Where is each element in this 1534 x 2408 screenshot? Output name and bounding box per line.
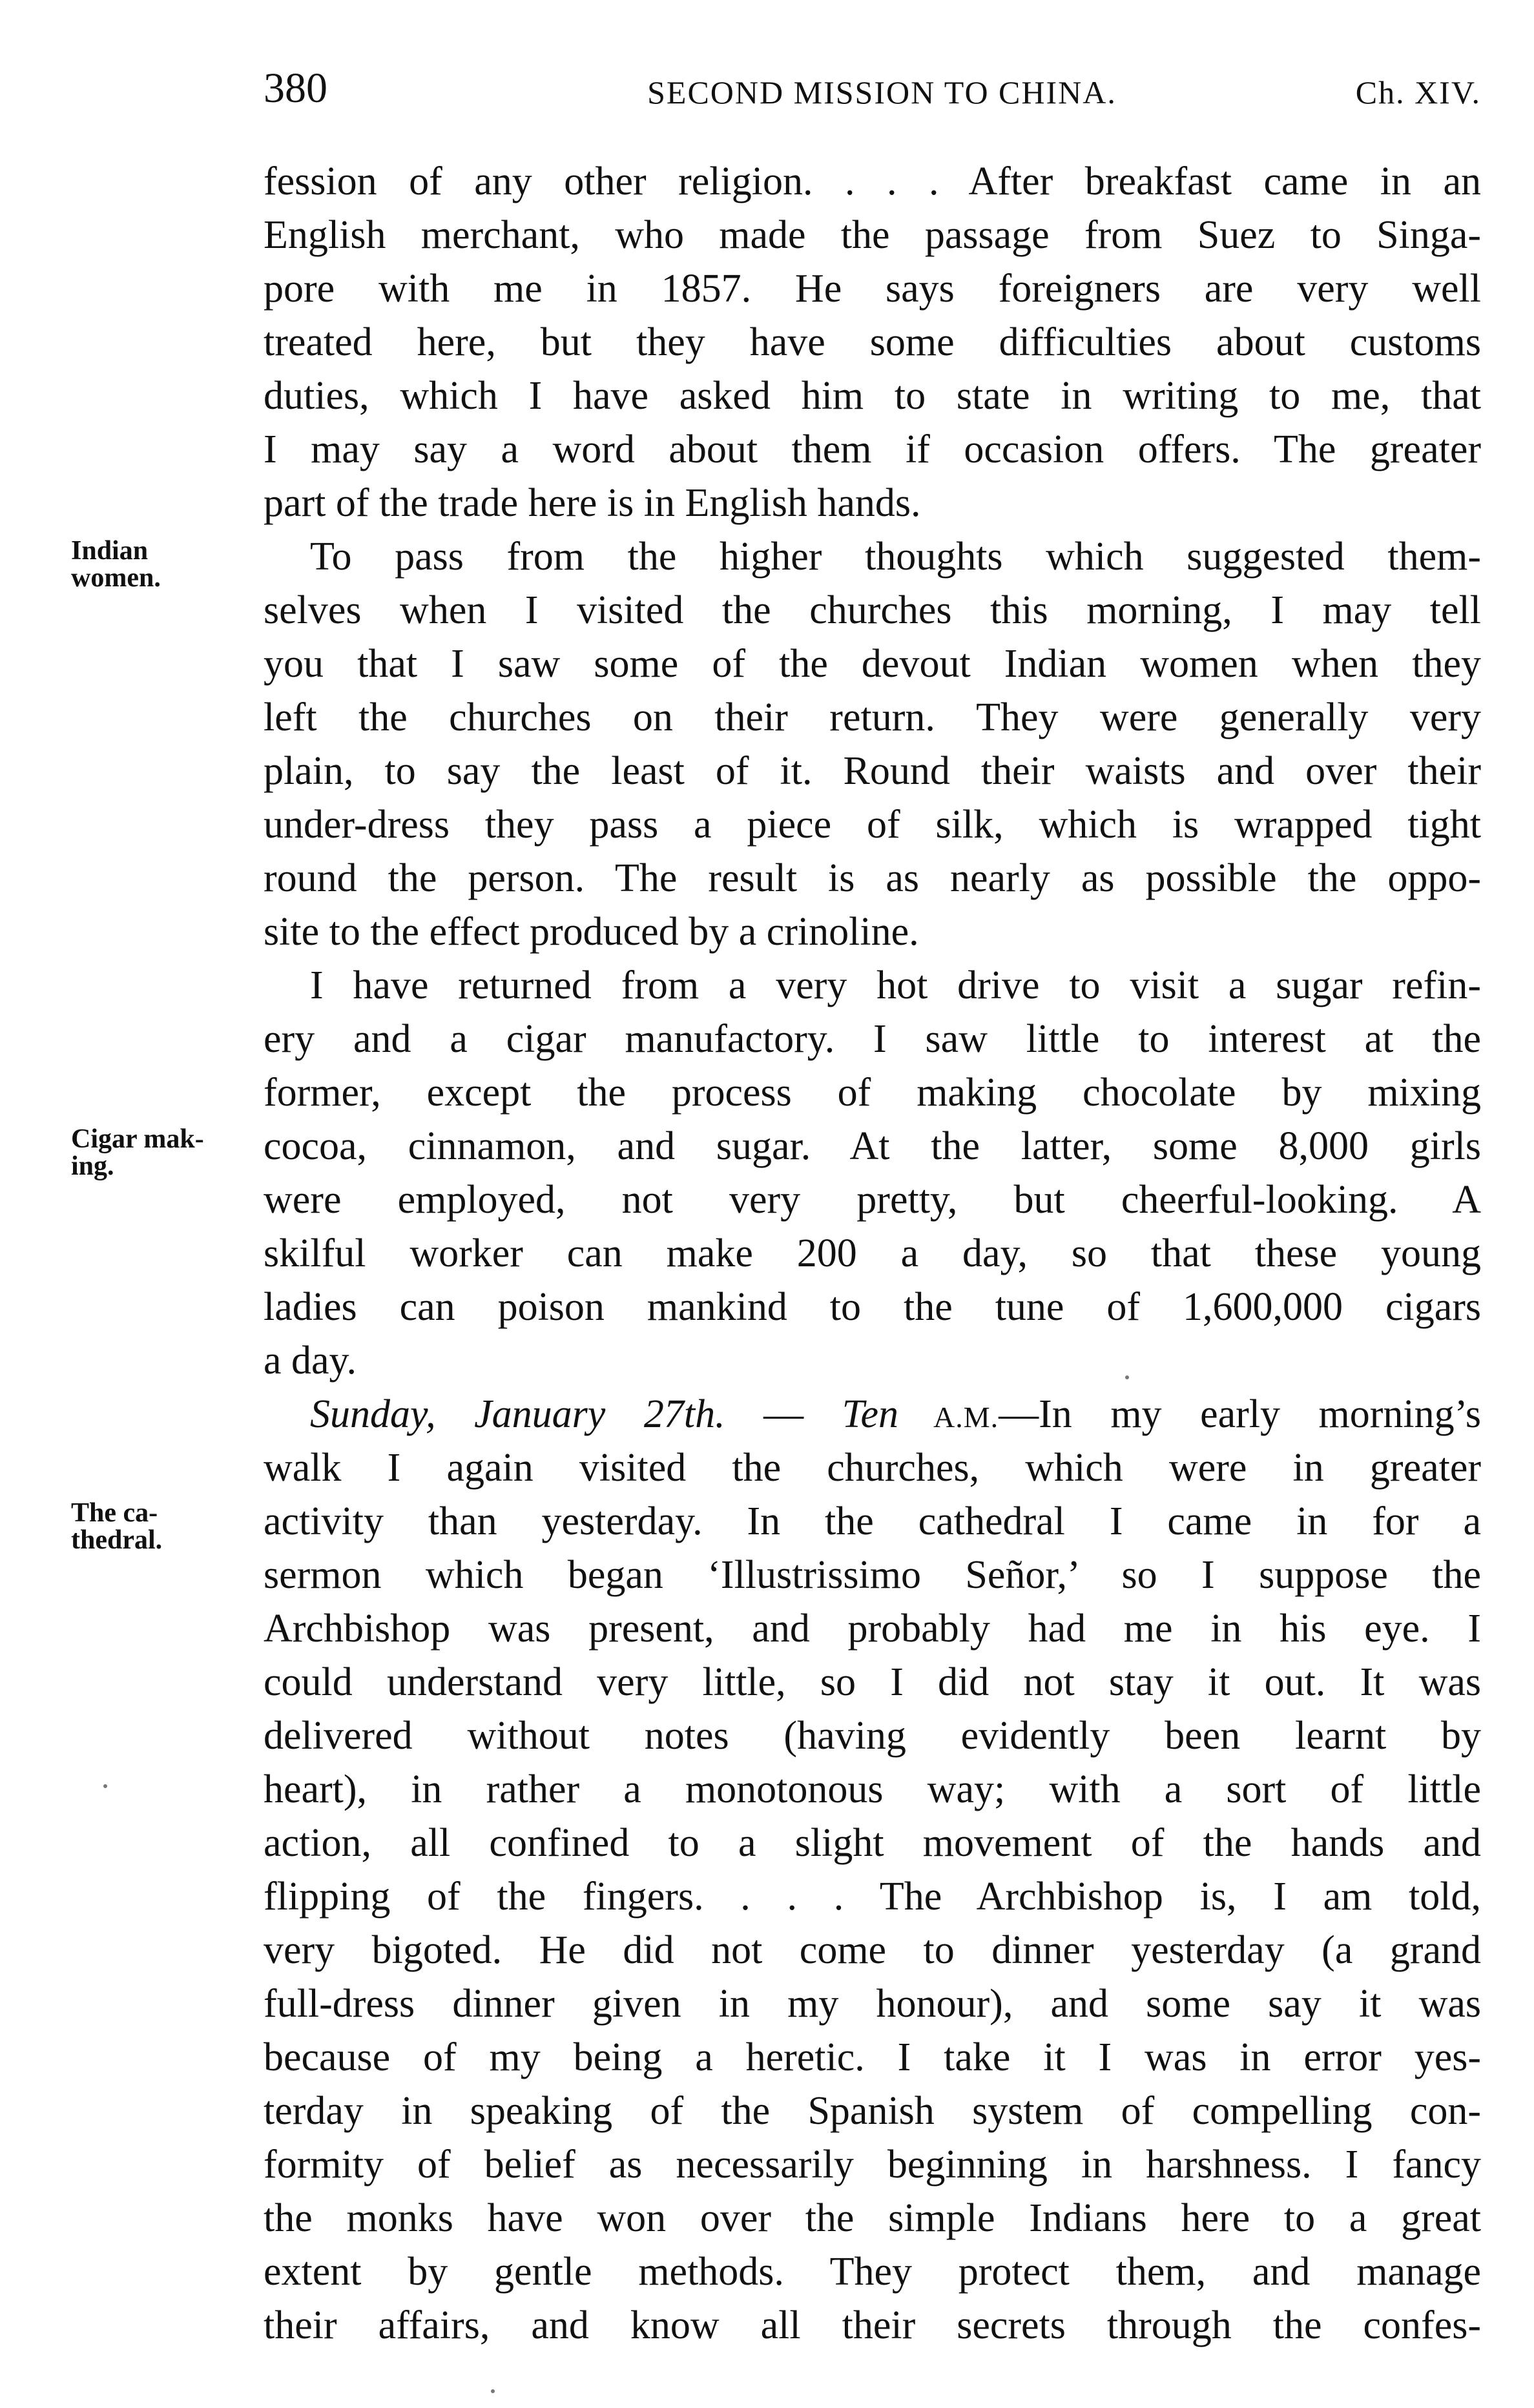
text-line: round the person. The result is as nearly as possible the oppo-: [264, 856, 1481, 900]
sidenote-indian-women: [71, 537, 239, 592]
text-line: To pass from the higher thoughts which suggested them-: [310, 535, 1481, 579]
text-line: full-dress dinner given in my honour), and some say it was: [264, 1982, 1481, 2026]
sidenote-line: Cigar mak-: [71, 1124, 204, 1154]
entry-meridiem: A.M.: [898, 1401, 999, 1434]
text-line: the monks have won over the simple Indians here to a great: [264, 2196, 1481, 2240]
text-line: duties, which I have asked him to state in writing to me, that: [264, 374, 1481, 418]
body-text: [264, 155, 1481, 2352]
text-line: ladies can poison mankind to the tune of 1,600,000 cigars: [264, 1285, 1481, 1329]
text-line: because of my being a heretic. I take it I was in error yes-: [264, 2035, 1481, 2079]
text-line: you that I saw some of the devout Indian women when they: [264, 642, 1481, 686]
text-line: walk I again visited the churches, which were in greater: [264, 1446, 1481, 1490]
text-line: heart), in rather a monotonous way; with a sort of little: [264, 1767, 1481, 1811]
entry-time: Ten: [842, 1392, 898, 1436]
text-line: Archbishop was present, and probably had me in his eye. I: [264, 1607, 1481, 1651]
text-line: terday in speaking of the Spanish system of compelling con-: [264, 2089, 1481, 2133]
text-line: a day.: [264, 1339, 357, 1383]
text-line: extent by gentle methods. They protect them, and manage: [264, 2250, 1481, 2294]
text-line: cocoa, cinnamon, and sugar. At the latter, some 8,000 girls: [264, 1124, 1481, 1168]
text-line: I may say a word about them if occasion offers. The greater: [264, 427, 1481, 471]
text-line: action, all confined to a slight movement of the hands and: [264, 1821, 1481, 1865]
chapter-reference: Ch. XIV.: [1355, 74, 1481, 110]
ink-speck: [491, 2389, 495, 2393]
text-line: very bigoted. He did not come to dinner yesterday (a grand: [264, 1928, 1481, 1972]
sidenote-line: ing.: [71, 1151, 114, 1181]
text-line: part of the trade here is in English hands.: [264, 481, 921, 525]
sidenote-line: women.: [71, 563, 161, 593]
text-line: delivered without notes (having evidently been learnt by: [264, 1714, 1481, 1758]
sidenote-the-cathedral: [71, 1499, 239, 1554]
text-line: treated here, but they have some difficulties about customs: [264, 320, 1481, 364]
text-line: plain, to say the least of it. Round their waists and over their: [264, 749, 1481, 793]
text-line: selves when I visited the churches this morning, I may tell: [264, 588, 1481, 632]
text-line: pore with me in 1857. He says foreigners are very well: [264, 267, 1481, 311]
text-line: fession of any other religion. . . . After breakfast came in an: [264, 160, 1481, 203]
text-line: were employed, not very pretty, but cheerful-looking. A: [264, 1178, 1481, 1222]
text-line: sermon which began ‘Illustrissimo Señor,’ so I suppose the: [264, 1553, 1481, 1597]
page-number: 380: [264, 65, 327, 112]
entry-dash: —: [725, 1392, 842, 1436]
sidenote-line: Indian: [71, 536, 149, 566]
ink-speck: [103, 1784, 107, 1788]
entry-date: Sunday, January 27th.: [310, 1392, 725, 1436]
text-line: formity of belief as necessarily beginning in harshness. I fancy: [264, 2143, 1481, 2187]
ink-speck: [1125, 1375, 1129, 1379]
text-line: activity than yesterday. In the cathedral I came in for a: [264, 1499, 1481, 1543]
sidenote-line: thedral.: [71, 1525, 163, 1555]
entry-text: —In my early morning’s: [999, 1392, 1481, 1436]
text-line: site to the effect produced by a crinoline.: [264, 910, 919, 954]
text-line: English merchant, who made the passage from Suez to Singa-: [264, 213, 1481, 257]
text-line: could understand very little, so I did not stay it out. It was: [264, 1660, 1481, 1704]
sidenote-line: The ca-: [71, 1498, 158, 1528]
running-title: SECOND MISSION TO CHINA.: [647, 74, 1117, 110]
text-line: I have returned from a very hot drive to visit a sugar refin-: [310, 963, 1481, 1007]
text-line: ery and a cigar manufactory. I saw little to interest at the: [264, 1017, 1481, 1061]
text-line: under-dress they pass a piece of silk, which is wrapped tight: [264, 803, 1481, 847]
dated-entry-line: [264, 1388, 1481, 1441]
sidenote-cigar-making: [71, 1126, 239, 1180]
text-line: their affairs, and know all their secrets through the confes-: [264, 2303, 1481, 2347]
text-line: former, except the process of making chocolate by mixing: [264, 1071, 1481, 1115]
text-line: skilful worker can make 200 a day, so that these young: [264, 1231, 1481, 1275]
text-line: left the churches on their return. They were generally very: [264, 695, 1481, 739]
text-line: flipping of the fingers. . . . The Archbishop is, I am told,: [264, 1875, 1481, 1919]
running-header: [264, 59, 1481, 118]
